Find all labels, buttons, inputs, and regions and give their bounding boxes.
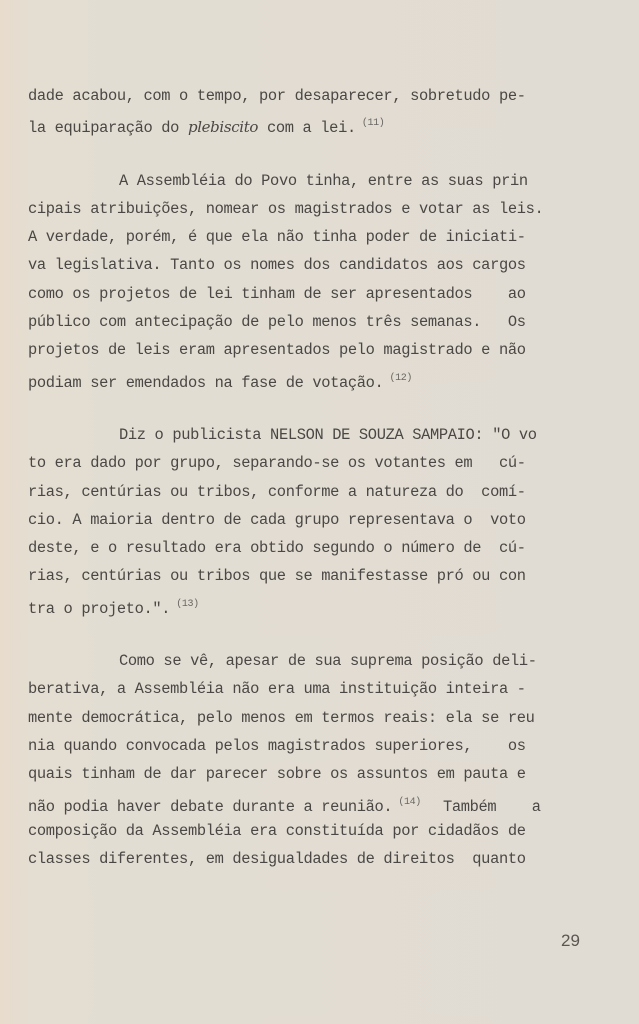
italic-term: plebiscito (187, 118, 259, 137)
text-line: to era dado por grupo, separando-se os votantes em cú- (28, 454, 526, 473)
footnote-marker: (13) (176, 598, 199, 610)
text-line (28, 789, 604, 817)
page-number: 29 (561, 931, 580, 950)
text-line: rias, centúrias ou tribos que se manifestasse pró ou con (28, 567, 526, 586)
text-line: projetos de leis eram apresentados pelo magistrado e não (28, 341, 526, 360)
paragraph-gap (28, 393, 604, 421)
footnote-marker: (11) (361, 118, 385, 130)
text-line: rias, centúrias ou tribos, conforme a natureza do comí- (28, 482, 526, 501)
text-span: com a lei. (258, 119, 356, 138)
paragraph-gap (28, 619, 604, 647)
text-line: classes diferentes, em desigualdades de direitos quanto (28, 850, 526, 869)
text-line: Diz o publicista NELSON DE SOUZA SAMPAIO: "O vo (119, 425, 537, 444)
text-span: la equiparação do (28, 119, 188, 138)
text-span: tra o projeto.". (28, 599, 171, 618)
text-span: podiam ser emendados na fase de votação. (28, 373, 384, 392)
text-line: composição da Assembléia era constituída por cidadãos de (28, 821, 526, 840)
text-line: va legislativa. Tanto os nomes dos candidatos aos cargos (28, 256, 526, 275)
text-line (28, 110, 604, 138)
text-span: Também a (442, 797, 541, 816)
text-line: berativa, a Assembléia não era uma instituição inteira - (28, 680, 526, 699)
footnote-marker: (14) (398, 796, 421, 808)
text-line: mente democrática, pelo menos em termos reais: ela se reu (28, 708, 535, 727)
text-line: como os projetos de lei tinham de ser apresentados ao (28, 284, 526, 303)
text-line: A verdade, porém, é que ela não tinha poder de iniciati- (28, 228, 526, 247)
paragraph-gap (28, 139, 604, 167)
text-line: deste, e o resultado era obtido segundo o número de cú- (28, 539, 526, 558)
text-line: cio. A maioria dentro de cada grupo representava o voto (28, 510, 526, 529)
text-line (28, 591, 604, 619)
text-span: não podia haver debate durante a reunião. (28, 797, 393, 816)
text-line: cipais atribuições, nomear os magistrados e votar as leis. (28, 199, 544, 218)
text-line: quais tinham de dar parecer sobre os assuntos em pauta e (28, 765, 526, 784)
text-line: dade acabou, com o tempo, por desaparecer, sobretudo pe- (28, 87, 526, 105)
text-line: público com antecipação de pelo menos três semanas. Os (28, 313, 526, 332)
document-page (28, 82, 604, 873)
text-line: Como se vê, apesar de sua suprema posição deli- (119, 652, 537, 671)
text-line: nia quando convocada pelos magistrados superiores, os (28, 736, 526, 755)
footnote-marker: (12) (389, 372, 413, 384)
text-line (28, 365, 604, 393)
text-line: A Assembléia do Povo tinha, entre as suas prin (119, 171, 528, 190)
